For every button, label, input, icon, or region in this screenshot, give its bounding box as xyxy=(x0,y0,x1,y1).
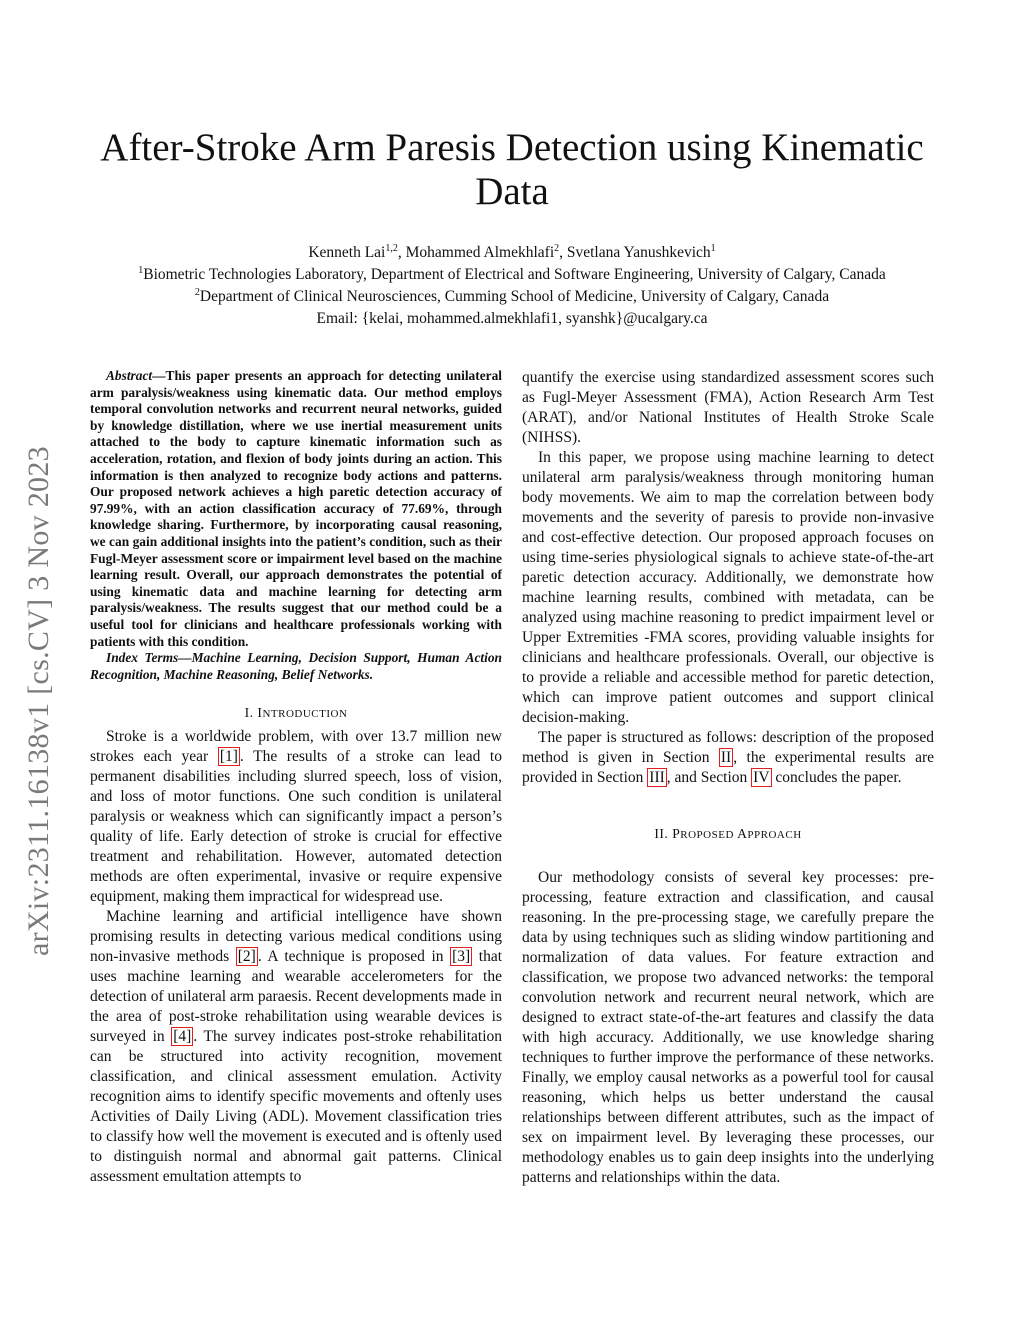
citation-link[interactable]: [1] xyxy=(219,748,238,766)
intro-paragraph-continued: quantify the exercise using standardized assessment scores such as Fugl-Meyer Assessment (FMA), Action Research Arm Test (ARAT), and/or National Institutes of Health Stroke Scale (NIHSS). xyxy=(522,369,934,446)
author-email: Email: {kelai, mohammed.almekhlafi1, syanshk}@ucalgary.ca xyxy=(316,310,708,327)
intro-paragraph-4: The paper is structured as follows: description of the proposed method is given in Section II , the experimental results are provided in Section III , and Section IV concludes the paper. xyxy=(522,729,934,786)
index-terms: Index Terms—Machine Learning, Decision Support, Human Action Recognition, Machine Reasoning, Belief Networks. xyxy=(90,650,502,682)
intro-paragraph-1: Stroke is a worldwide problem, with over 13.7 million new strokes each year [1] . The results of a stroke can lead to permanent disabilities including slurred speech, loss of vision, and loss of motor functions. One such condition is unilateral paralysis or weakness which can significantly impact a person’s quality of life. Early detection of stroke is crucial for effective treatment and rehabilitation. However, automated detection methods are often experimental, invasive or require expensive equipment, making them impractical for widespread use. xyxy=(90,728,502,906)
paper-title: After-Stroke Arm Paresis Detection using Kinematic Data xyxy=(100,126,924,213)
approach-paragraph-1: Our methodology consists of several key processes: pre-processing, feature extraction and classification, and causal reasoning. In the pre-processing stage, we carefully prepare the data by using techniques such as sliding window partitioning and normalization of data values. For feature extraction and classification, we propose two advanced networks: the temporal convolution network and recurrent neural network, which are designed to extract state-of-the-art features and classify the data with high accuracy. Additionally, we use knowledge sharing techniques to further improve the performance of these networks. Finally, we employ causal networks as a powerful tool for causal reasoning, which helps us better understand the causal relationships between different attributes, such as the impact of sex on impairment level. By leveraging these processes, our methodology enables us to gain deep insights into the underlying patterns and relationships within the data. xyxy=(522,869,934,1186)
section-link[interactable]: II xyxy=(720,749,732,766)
affiliation-1: $^1$Biometric Technologies Laboratory, Department of Electrical and Software Engineering, University of Calgary, Canada xyxy=(138,264,886,283)
right-column xyxy=(522,368,934,1188)
index-terms-text: Machine Learning, Decision Support, Human Action Recognition, Machine Reasoning, Belief Networks. xyxy=(90,650,502,682)
citation-link[interactable]: [3] xyxy=(452,948,471,966)
author-affiliation-mark: 2 xyxy=(554,242,560,254)
author-list: Kenneth Lai$^{1,2}$, Mohammed Almekhlafi$^2$, Svetlana Yanushkevich$^1$ xyxy=(308,242,716,261)
author-affiliation-mark: 1,2 xyxy=(385,242,398,254)
abstract-text: This paper presents an approach for detecting unilateral arm paralysis/weakness using kinematic data. Our method employs temporal convolution networks and recurrent neural networks, guided by knowledge distillation, where we use inertial measurement units attached to the body to capture kinematic information such as acceleration, rotation, and flexion of body joints during an action. This information is then analyzed to recognize body actions and patterns. Our proposed network achieves a high paretic detection accuracy of 97.99%, with an action classification accuracy of 77.69%, through knowledge sharing. Furthermore, by incorporating causal reasoning, we can gain additional insights into the patient’s condition, such as their Fugl-Meyer assessment score or impairment level based on the machine learning result. Overall, our approach demonstrates the potential of using kinematic data and machine learning for detecting arm paralysis/weakness. The results suggest that our method could be a useful tool for clinicians and healthcare professionals working with patients with this condition. xyxy=(90,368,502,649)
section-heading-proposed-approach: II. PROPOSED APPROACH xyxy=(654,826,802,841)
intro-paragraph-3: In this paper, we propose using machine learning to detect unilateral arm paralysis/weakness through monitoring human body movements. We aim to map the correlation between body movements and the severity of paresis to provide non-invasive and cost-effective detection. Our proposed approach focuses on using time-series physiological signals to achieve state-of-the-art paretic detection accuracy. Additionally, we demonstrate how machine learning results, combined with metadata, can be analyzed using machine reasoning to predict impairment level or Upper Extremities -FMA scores, providing valuable insights for clinicians and healthcare professionals. Overall, our objective is to provide a reliable and accessible method for paretic detection, which can improve patient outcomes and support clinical decision-making. xyxy=(522,449,934,726)
author-name: Svetlana Yanushkevich xyxy=(566,244,711,261)
author-name: Kenneth Lai xyxy=(308,244,386,261)
citation-link[interactable]: [2] xyxy=(237,948,256,966)
abstract-label: Abstract xyxy=(106,368,153,383)
section-link[interactable]: IV xyxy=(753,769,770,786)
affiliation-2: $^2$Department of Clinical Neurosciences, Cumming School of Medicine, University of Calgary, Canada xyxy=(194,286,830,305)
section-link[interactable]: III xyxy=(649,769,665,786)
abstract: Abstract—This paper presents an approach for detecting unilateral arm paralysis/weakness using kinematic data. Our method employs temporal convolution networks and recurrent neural networks, guided by knowledge distillation, where we use inertial measurement units attached to the body to capture kinematic information such as acceleration, rotation, and flexion of body joints during an action. This information is then analyzed to recognize body actions and patterns. Our proposed network achieves a high paretic detection accuracy of 97.99%, with an action classification accuracy of 77.69%, through knowledge sharing. Furthermore, by incorporating causal reasoning, we can gain additional insights into the patient’s condition, such as their Fugl-Meyer assessment score or impairment level based on the machine learning result. Overall, our approach demonstrates the potential of using kinematic data and machine learning for detecting arm paralysis/weakness. The results suggest that our method could be a useful tool for clinicians and healthcare professionals working with patients with this condition. xyxy=(90,368,502,649)
author-name: Mohammed Almekhlafi xyxy=(405,244,555,261)
index-terms-label: Index Terms xyxy=(106,650,179,666)
author-affiliation-mark: 1 xyxy=(710,242,716,254)
section-heading-introduction: I. INTRODUCTION xyxy=(244,705,348,721)
left-column xyxy=(90,368,502,1187)
citation-link[interactable]: [4] xyxy=(173,1028,192,1046)
intro-paragraph-2: Machine learning and artificial intelligence have shown promising results in detecting various medical conditions using non-invasive methods [2] . A technique is proposed in [3] that uses machine learning and wearable accelerometers for the detection of unilateral arm paraesis. Recent developments made in the area of post-stroke rehabilitation using wearable devices is surveyed in [4] . The survey indicates post-stroke rehabilitation can be structured into activity recognition, movement classification, and clinical assessment emulation. Activity recognition aims to identify specific movements and oftenly uses Activities of Daily Living (ADL). Movement classification tries to classify how well the movement is executed and is oftenly used to distinguish normal and abnormal gait patterns. Clinical assessment emultation attempts to xyxy=(90,908,503,1186)
arxiv-identifier: arXiv:2311.16138v1 [cs.CV] 3 Nov 2023 xyxy=(22,446,55,956)
